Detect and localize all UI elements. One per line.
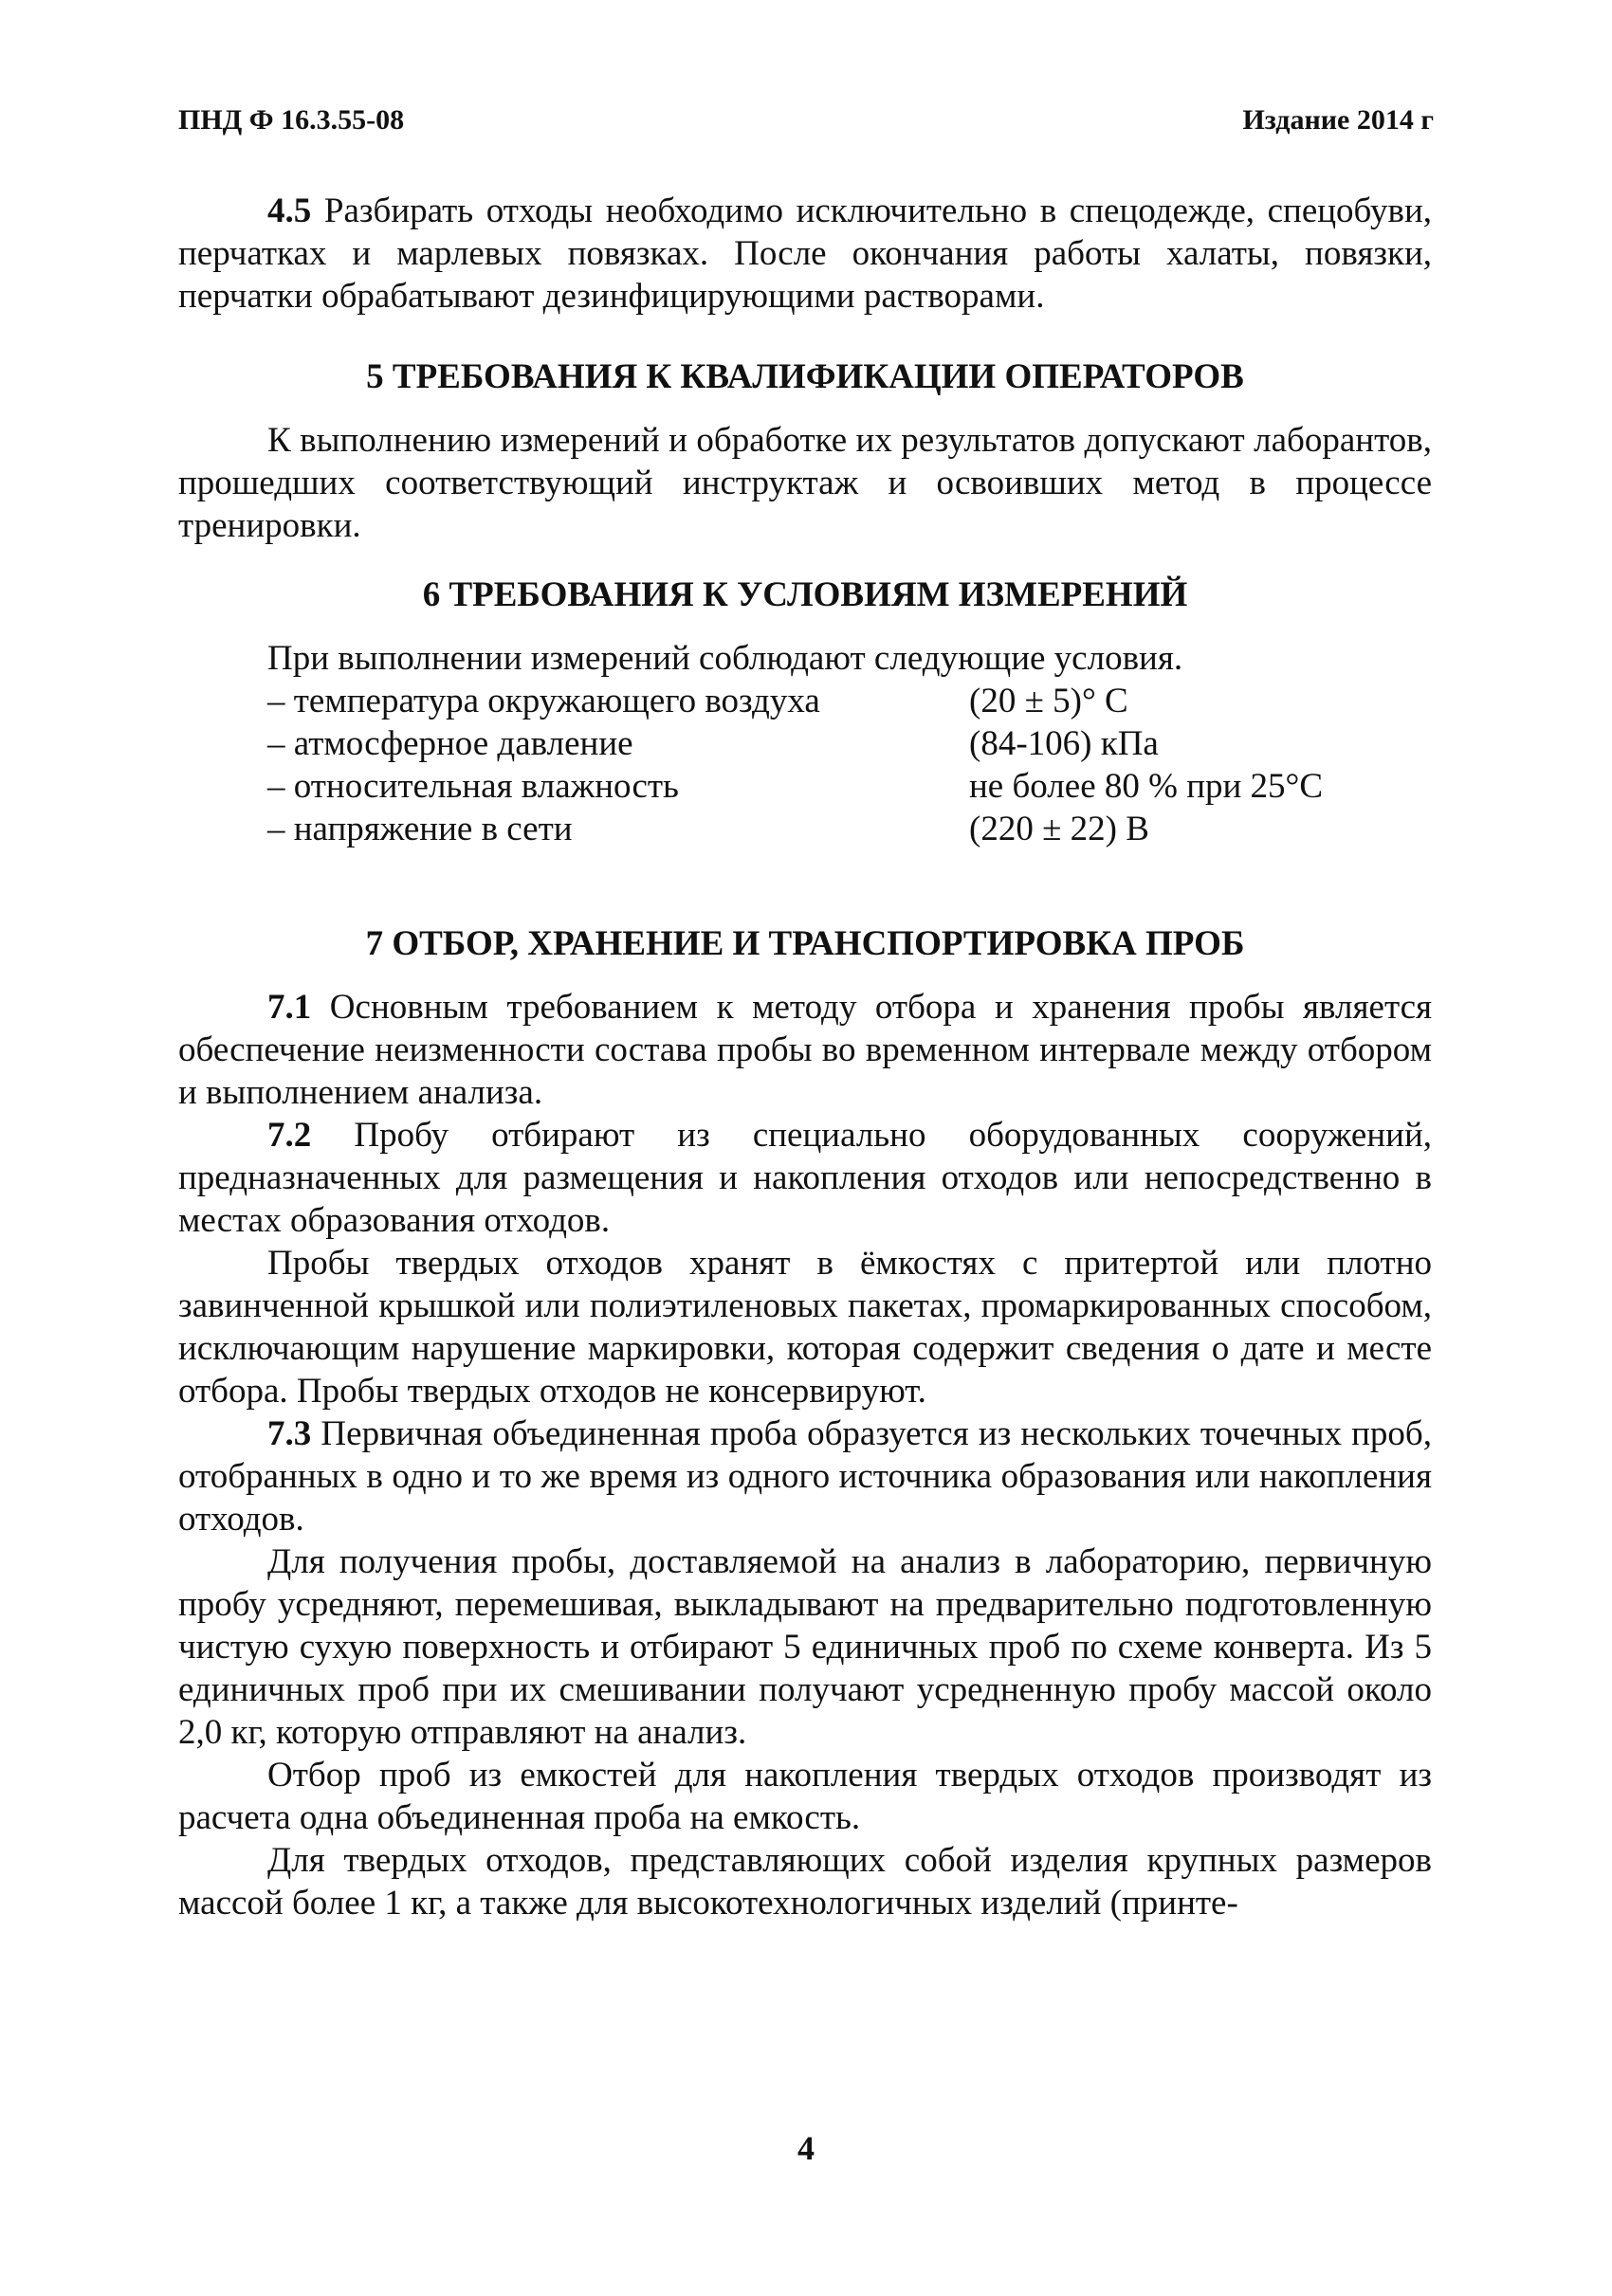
condition-value: (220 ± 22) В [969,810,1149,848]
page-number: 4 [797,2129,815,2167]
paragraph-7-3-averaging: Для получения пробы, доставляемой на анализ в лабораторию, первичную пробу усредняют, перемешивая, выкладывают на предварительно подготовленную чистую сухую поверхность и отбирают 5 единичных проб по схеме конверта. Из 5 единичных проб при их смешивании получают усредненную пробу массой около 2,0 кг, которую отправляют на анализ. [178,1542,1432,1752]
paragraph-number: 7.1 [267,988,312,1027]
paragraph-7-3 [178,1412,1432,1540]
paragraph-number: 7.3 [267,1414,312,1453]
section-6-intro: При выполнении измерений соблюдают следующие условия. [267,639,1183,678]
paragraph-7-3-large-items: Для твердых отходов, представляющих собой изделия крупных размеров массой более 1 кг, а также для высокотехнологичных изделий (принте- [178,1841,1432,1922]
section-5-title: 5 ТРЕБОВАНИЯ К КВАЛИФИКАЦИИ ОПЕРАТОРОВ [366,357,1244,396]
paragraph-text: Пробу отбирают из специально оборудованных сооружений, предназначенных для размещения и накопления отходов или непосредственно в местах образования отходов. [178,1116,1432,1240]
paragraph-7-3-containers: Отбор проб из емкостей для накопления твердых отходов производят из расчета одна объединенная проба на емкость. [178,1756,1432,1837]
condition-row [267,808,1432,850]
section-5-text: К выполнению измерений и обработке их результатов допускают лаборантов, прошедших соответствующий инструктаж и освоивших метод в процессе тренировки. [178,421,1432,545]
condition-value: (84-106) кПа [969,724,1159,763]
condition-name: – температура окружающего воздуха [267,682,820,720]
paragraph-number: 4.5 [267,191,312,230]
condition-row [267,722,1432,765]
paragraph-7-1 [178,986,1432,1114]
section-7-title: 7 ОТБОР, ХРАНЕНИЕ И ТРАНСПОРТИРОВКА ПРОБ [365,924,1245,963]
paragraph-4-5 [178,190,1432,318]
page-content [178,190,1432,1924]
condition-name: – напряжение в сети [267,810,573,848]
paragraph-number: 7.2 [267,1116,312,1155]
condition-row [267,765,1432,808]
doc-code: ПНД Ф 16.3.55-08 [178,104,405,136]
paragraph-text: Основным требованием к методу отбора и хранения пробы является обеспечение неизменности состава пробы во временном интервале между отбором и выполнением анализа. [178,988,1433,1112]
paragraph-text: Первичная объединенная проба образуется из нескольких точечных проб, отобранных в одно и то же время из одного источника образования или накопления отходов. [178,1414,1432,1539]
condition-row [267,680,1432,722]
edition-label: Издание 2014 г [1242,104,1434,136]
condition-name: – относительная влажность [267,767,679,806]
page-header [178,104,1434,142]
condition-name: – атмосферное давление [267,724,633,763]
conditions-list [178,680,1432,850]
paragraph-7-2-storage: Пробы твердых отходов хранят в ёмкостях с притертой или плотно завинченной крышкой или полиэтиленовых пакетах, промаркированных способом, исключающим нарушение маркировки, которая содержит сведения о дате и месте отбора. Пробы твердых отходов не консервируют. [178,1244,1432,1411]
condition-value: (20 ± 5)° С [969,682,1128,720]
paragraph-7-2 [178,1114,1432,1242]
condition-value: не более 80 % при 25°С [969,767,1324,806]
section-6-title: 6 ТРЕБОВАНИЯ К УСЛОВИЯМ ИЗМЕРЕНИЙ [422,575,1188,614]
paragraph-text: Разбирать отходы необходимо исключительно в спецодежде, спецобуви, перчатках и марлевых повязках. После окончания работы халаты, повязки, перчатки обрабатывают дезинфицирующими растворами. [178,191,1432,316]
